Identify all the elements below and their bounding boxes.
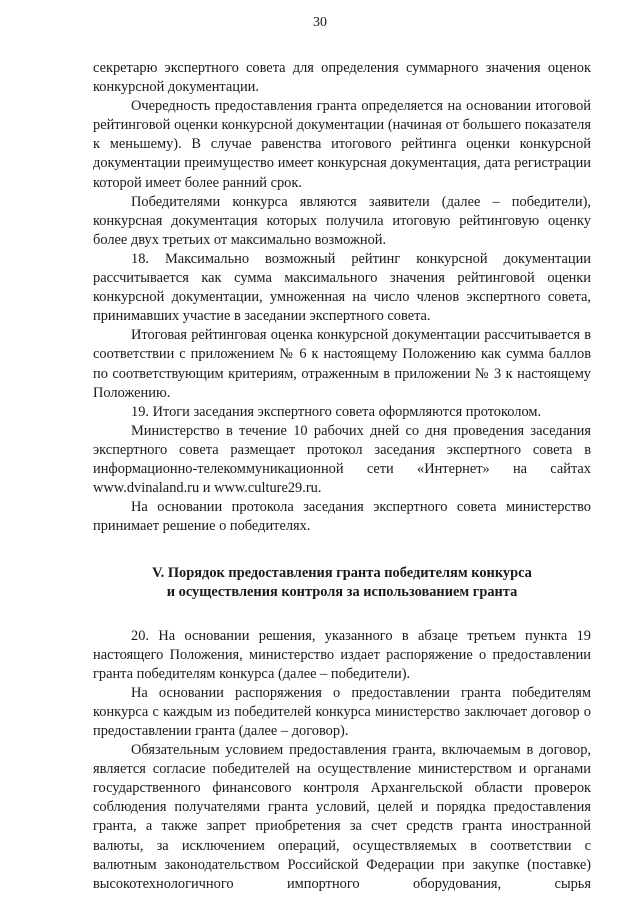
paragraph: Победителями конкурса являются заявители (далее – победители), конкурсная документация которых получила итоговую рейтинговую оценку более двух третьих от максимально возможной. — [93, 193, 591, 248]
paragraphs-before — [93, 59, 591, 536]
paragraph: Итоговая рейтинговая оценка конкурсной документации рассчитывается в соответствии с приложением № 6 к настоящему Положению как сумма баллов по соответствующим критериям, отраженным в приложении № 3 к настоящему Положению. — [93, 327, 591, 401]
section-heading-line: V. Порядок предоставления гранта победителям конкурса — [152, 565, 532, 582]
paragraph: 19. Итоги заседания экспертного совета оформляются протоколом. — [131, 403, 542, 420]
section-heading-line: и осуществления контроля за использованием гранта — [166, 584, 518, 601]
paragraph: Обязательным условием предоставления гранта, включаемым в договор, является согласие победителей на осуществление министерством и органами государственного финансового контроля Архангельской области проверок соблюдения получателями гранта условий, целей и порядка предоставления гранта, а также запрет приобретения за счет средств гранта иностранной валюты, за исключением операций, осуществляемых в соответствии с валютным законодательством Российской Федерации при закупке (поставке) высокотехнологичного импортного оборудования, сырья — [93, 742, 591, 892]
paragraph: На основании распоряжения о предоставлении гранта победителям конкурса с каждым из победителей конкурса министерство заключает договор о предоставлении гранта (далее – договор). — [93, 684, 591, 739]
paragraph: Очередность предоставления гранта определяется на основании итоговой рейтинговой оценки конкурсной документации (начиная от большего показателя к меньшему). В случае равенства итогового рейтинга оценки конкурсной документации преимущество имеет конкурсная документация, дата регистрации которой имеет более ранний срок. — [93, 98, 591, 191]
document-body — [93, 59, 591, 894]
paragraph: На основании протокола заседания экспертного совета министерство принимает решение о победителях. — [93, 499, 591, 535]
paragraph: 20. На основании решения, указанного в абзаце третьем пункта 19 настоящего Положения, министерство издает распоряжение о предоставлении гранта победителям конкурса (далее – победители). — [93, 627, 591, 682]
paragraph: Министерство в течение 10 рабочих дней со дня проведения заседания экспертного совета размещает протокол заседания экспертного совета в информационно-телекоммуникационной сети «Интернет» на сайтах www.dvinaland.ru и www.culture29.ru. — [93, 422, 591, 497]
section-heading — [93, 536, 591, 626]
paragraphs-after — [93, 627, 591, 894]
paragraph: секретарю экспертного совета для определения суммарного значения оценок конкурсной документации. — [93, 60, 591, 96]
paragraph: 18. Максимально возможный рейтинг конкурсной документации рассчитывается как сумма максимального значения рейтинговой оценки конкурсной документации, умноженная на число членов экспертного совета, принимавших участие в заседании экспертного совета. — [93, 250, 591, 325]
page-number: 30 — [313, 15, 327, 30]
